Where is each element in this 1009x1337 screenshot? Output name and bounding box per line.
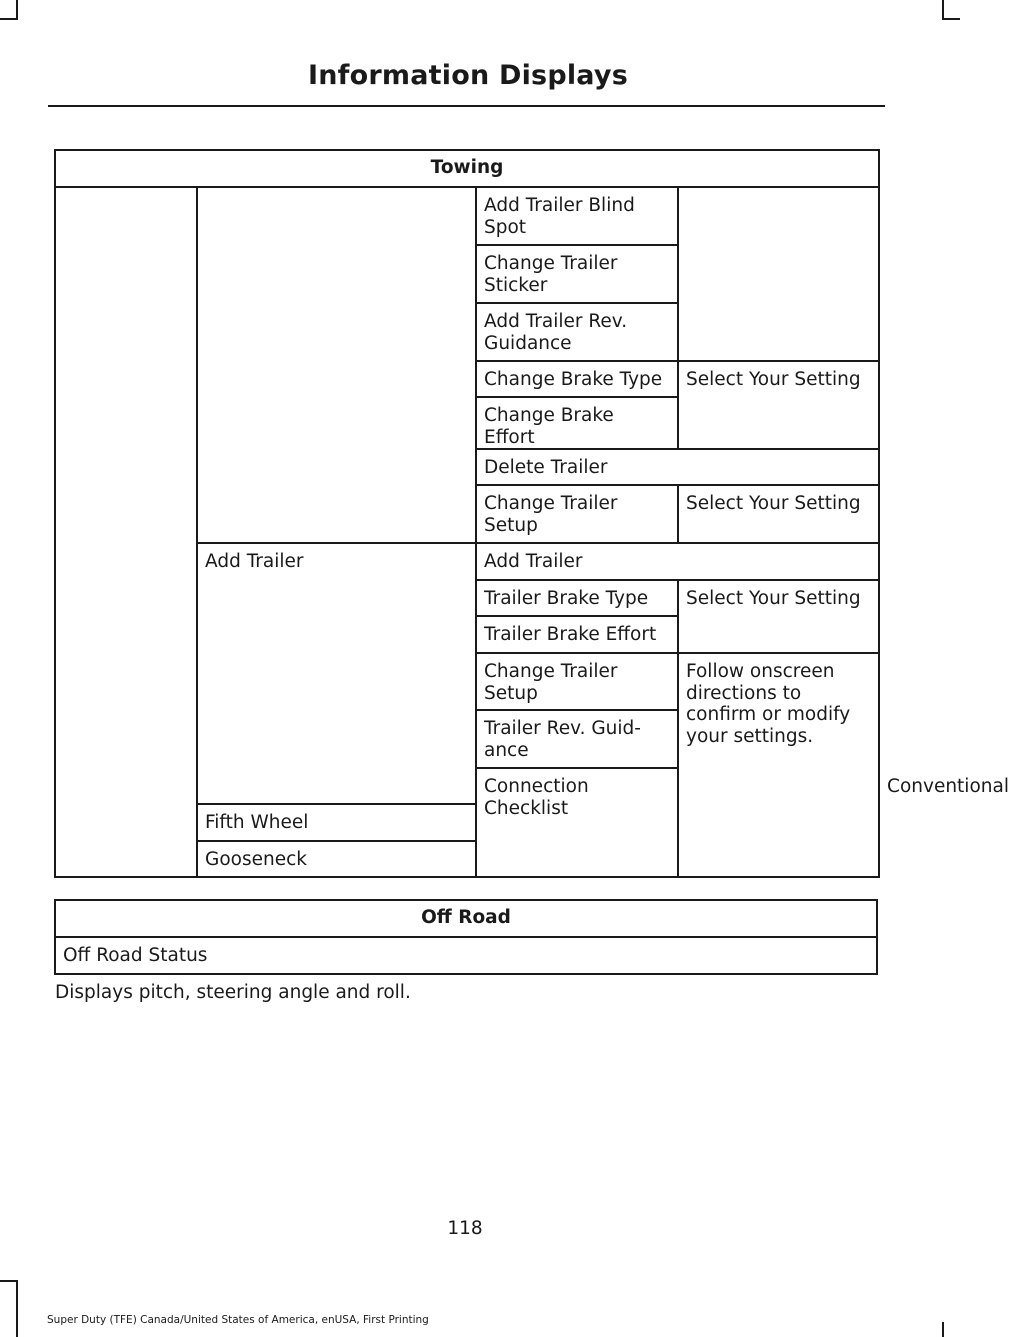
select-your-setting-cell: Select Your Setting	[678, 580, 879, 653]
delete-trailer-cell: Delete Trailer	[476, 449, 879, 485]
add-trailer-blind-spot-cell: Add Trailer Blind Spot	[476, 187, 678, 245]
select-your-setting-cell: Select Your Setting	[678, 485, 879, 543]
add-trailer-cell: Add Trailer	[476, 543, 879, 580]
title-divider	[48, 105, 885, 107]
page-number: 118	[447, 1218, 483, 1239]
crop-mark-bottom-right-v	[942, 1322, 944, 1337]
follow-onscreen-directions-cell: Follow onscreen directions to confirm or modify your settings.	[678, 653, 879, 877]
change-trailer-setup-cell: Change Trailer Setup	[476, 485, 678, 543]
change-trailer-sticker-cell: Change Trailer Sticker	[476, 245, 678, 303]
crop-mark-top-right-h	[944, 18, 960, 20]
off-road-status-cell: Off Road Status	[55, 937, 877, 974]
fifth-wheel-cell: Fifth Wheel	[197, 804, 476, 841]
trailer-brake-effort-cell: Trailer Brake Effort	[476, 616, 678, 653]
off-road-title: Off Road	[55, 900, 877, 937]
add-trailer-rev-guidance-cell: Add Trailer Rev. Guidance	[476, 303, 678, 361]
towing-empty-column	[55, 187, 197, 877]
crop-mark-top-right-v	[942, 0, 944, 20]
towing-title: Towing	[55, 150, 879, 187]
change-brake-effort-cell: Change Brake Effort	[476, 397, 678, 449]
off-road-note: Displays pitch, steering angle and roll.	[55, 982, 411, 1003]
empty-setting-cell	[678, 187, 879, 361]
page-title: Information Displays	[308, 60, 628, 91]
edition-footer: Super Duty (TFE) Canada/United States of America, enUSA, First Printing	[47, 1314, 429, 1326]
crop-mark-bottom-left-h	[0, 1280, 16, 1282]
trailer-settings-empty-cell	[197, 187, 476, 543]
add-trailer-group-cell: Add Trailer	[197, 543, 476, 804]
gooseneck-cell: Gooseneck	[197, 841, 476, 877]
crop-mark-top-left-v	[16, 0, 18, 20]
trailer-brake-type-cell: Trailer Brake Type	[476, 580, 678, 616]
towing-table: Towing Add Trailer Blind Spot Change Trailer Sticker Add Trailer Rev. Guidance Change Brake Type Select Your Setting Change Brake Effort Delete Trailer Change Trailer Setup Select Your Setting Add Trailer Add Trailer Trailer Brake Type Select Your Setting Trailer Brake Effort Change Trailer Setup Follow onscreen directions to confirm or modify your settings. Trailer Rev. Guid-ance Connection Checklist Conventional Fifth Wheel Gooseneck	[54, 149, 880, 878]
select-your-setting-cell: Select Your Setting	[678, 361, 879, 449]
off-road-table	[54, 899, 878, 975]
connection-checklist-cell: Connection Checklist	[476, 768, 678, 877]
crop-mark-top-left-h	[0, 18, 16, 20]
change-brake-type-cell: Change Brake Type	[476, 361, 678, 397]
crop-mark-bottom-left-v	[16, 1280, 18, 1337]
change-trailer-setup-cell: Change Trailer Setup	[476, 653, 678, 710]
trailer-rev-guidance-cell: Trailer Rev. Guid-ance	[476, 710, 678, 768]
